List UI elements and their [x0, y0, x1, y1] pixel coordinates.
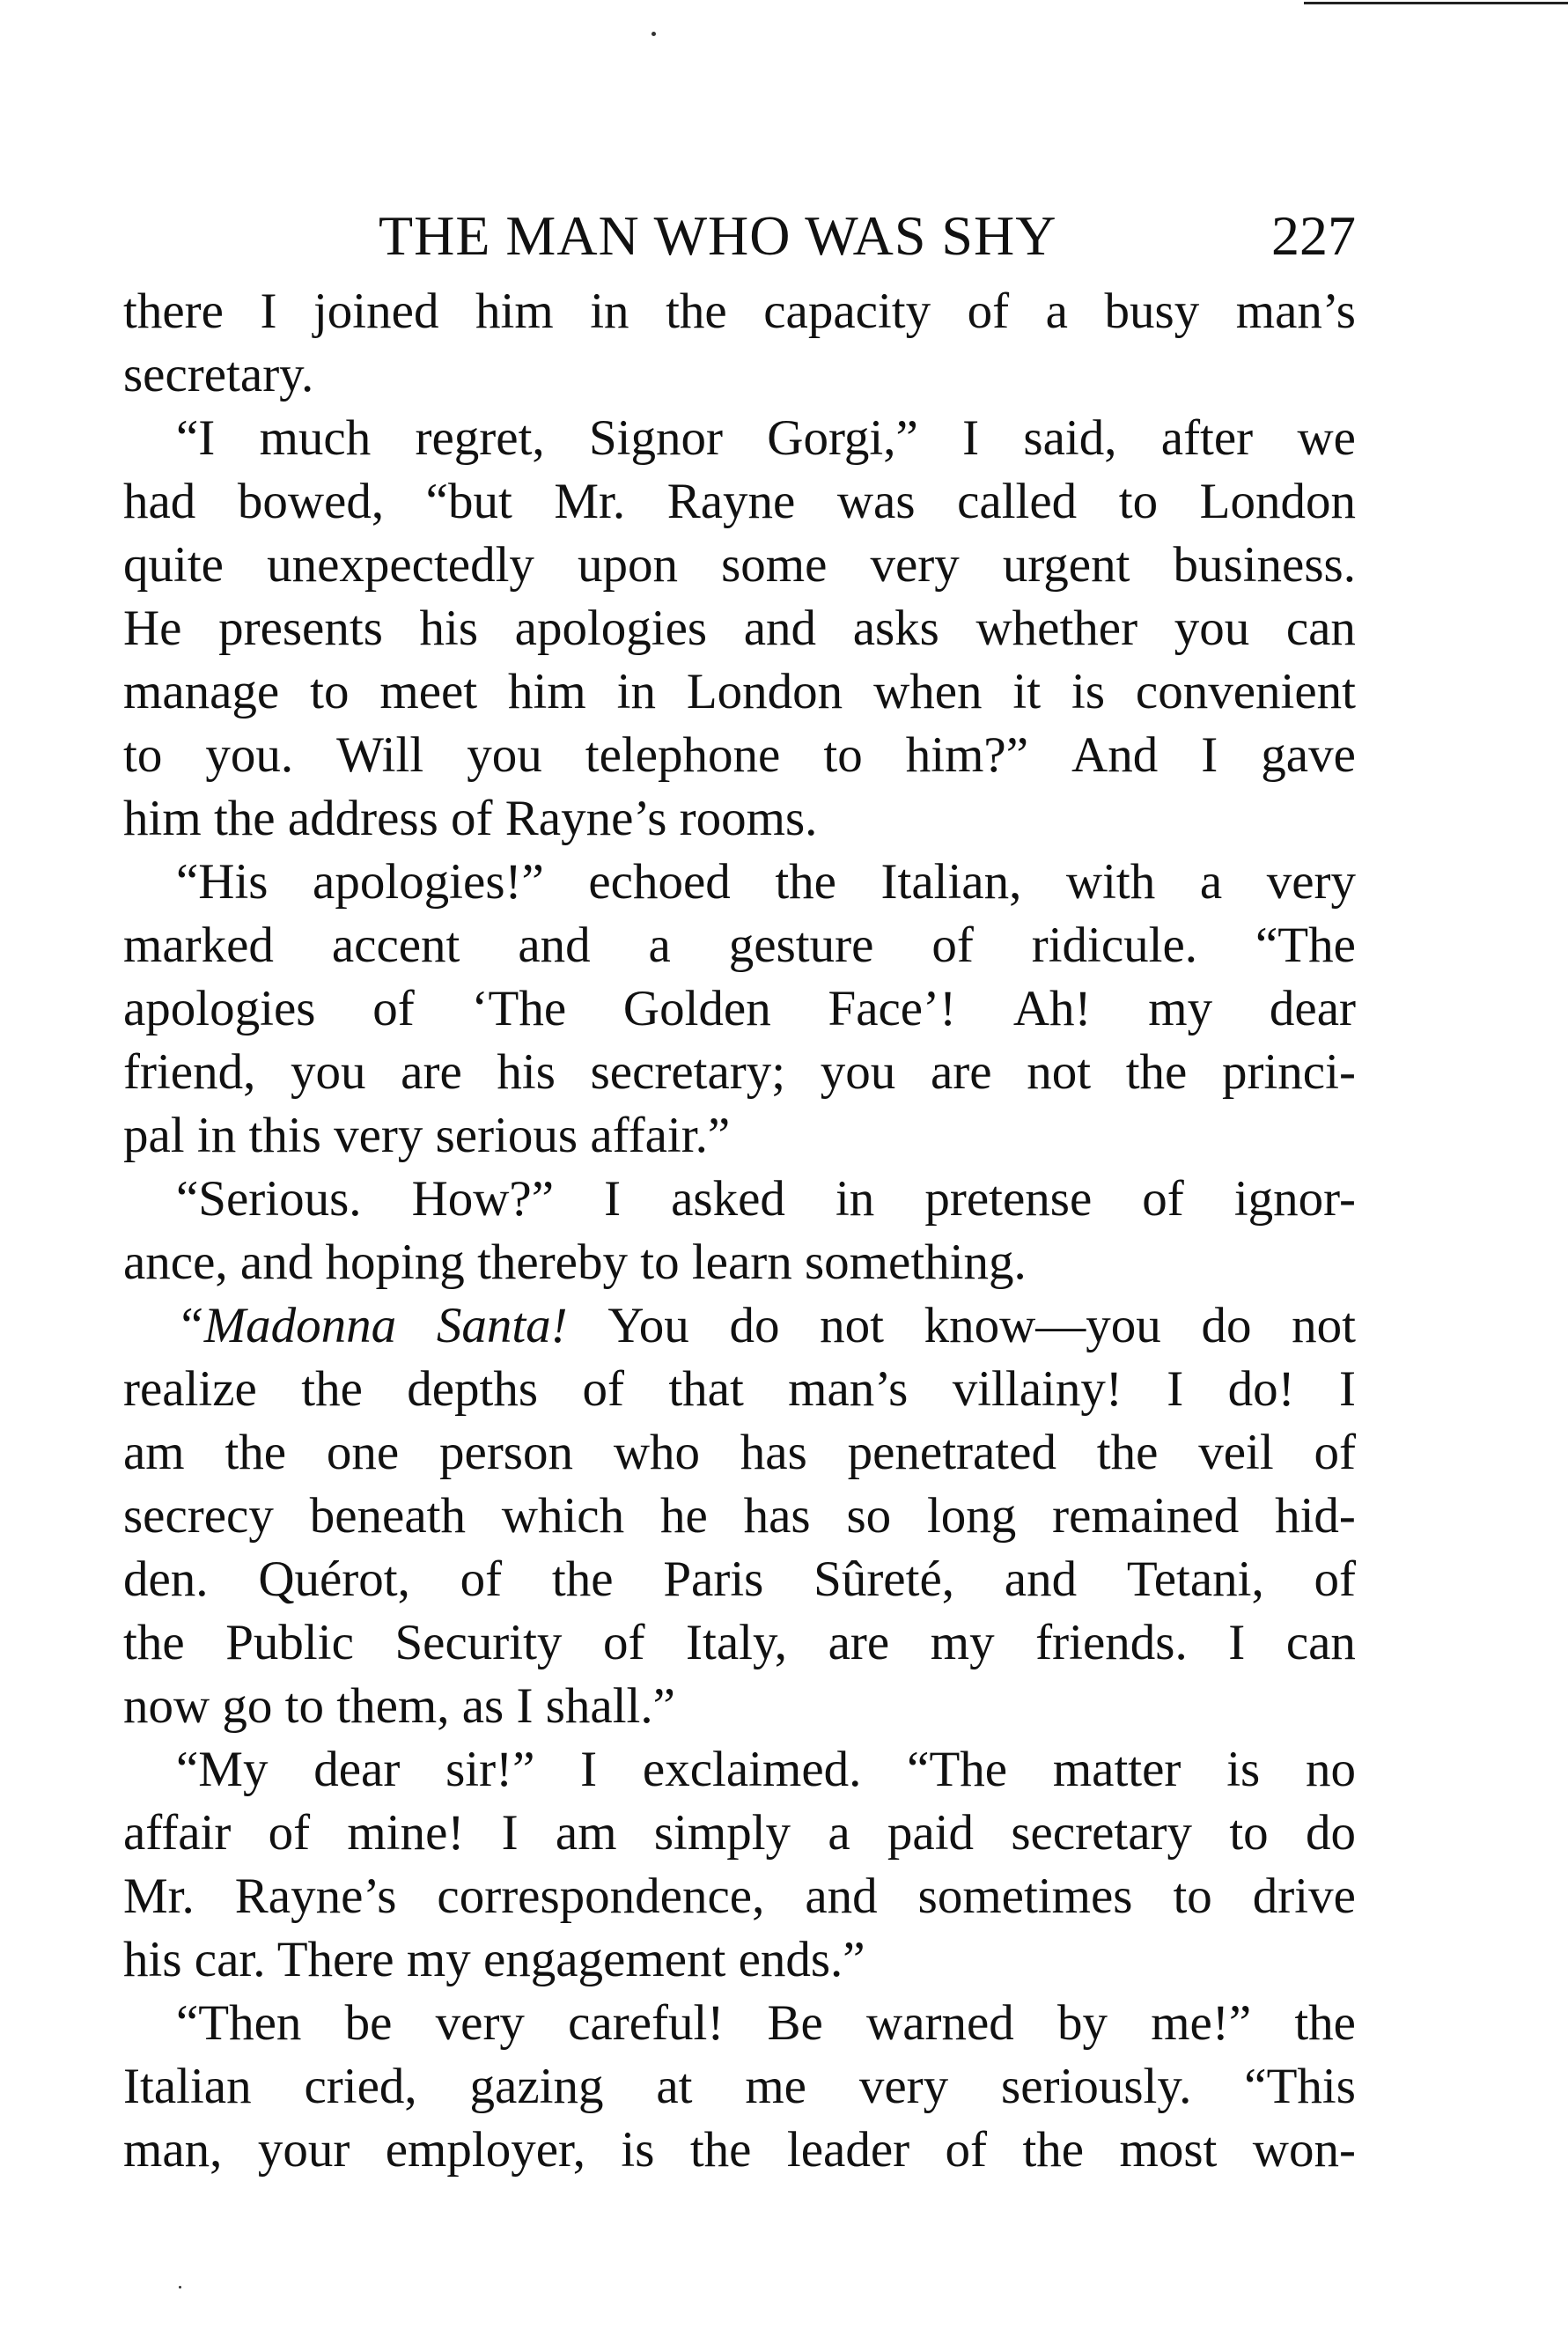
- text-line: secrecy beneath which he has so long remained hid-: [123, 1488, 1356, 1544]
- text-line: “My dear sir!” I exclaimed. “The matter is no: [176, 1742, 1356, 1797]
- text-line: “Serious. How?” I asked in pretense of ignor-: [176, 1171, 1356, 1227]
- text-line: marked accent and a gesture of ridicule. “The: [123, 918, 1356, 973]
- page-header: [123, 201, 1356, 271]
- text-line: “Then be very careful! Be warned by me!” the: [176, 1995, 1356, 2051]
- text-line: there I joined him in the capacity of a busy man’s: [123, 284, 1356, 339]
- text-line: his car. There my engagement ends.”: [123, 1932, 865, 1987]
- text-line: apologies of ‘The Golden Face’! Ah! my dear: [123, 981, 1356, 1036]
- text-line: ance, and hoping thereby to learn something.: [123, 1235, 1027, 1290]
- text-line: “I much regret, Signor Gorgi,” I said, after we: [176, 410, 1356, 466]
- text-line: He presents his apologies and asks whether you can: [123, 601, 1356, 656]
- scan-speck: [179, 2286, 181, 2288]
- text-line: friend, you are his secretary; you are not the princi-: [123, 1044, 1356, 1100]
- text-line: manage to meet him in London when it is convenient: [123, 664, 1356, 719]
- text-line: quite unexpectedly upon some very urgent business.: [123, 537, 1356, 593]
- text-line: man, your employer, is the leader of the most won-: [123, 2122, 1356, 2178]
- text-line: realize the depths of that man’s villainy! I do! I: [123, 1361, 1356, 1417]
- text-line: am the one person who has penetrated the veil of: [123, 1425, 1356, 1480]
- text-line: to you. Will you telephone to him?” And I gave: [123, 727, 1356, 783]
- text-line: now go to them, as I shall.”: [123, 1678, 675, 1734]
- scan-speck: [651, 32, 656, 36]
- text-line: secretary.: [123, 347, 314, 402]
- text-line: the Public Security of Italy, are my friends. I can: [123, 1615, 1356, 1670]
- text-line: affair of mine! I am simply a paid secretary to do: [123, 1805, 1356, 1861]
- text-line: pal in this very serious affair.”: [123, 1108, 731, 1163]
- text-line: Italian cried, gazing at me very seriously. “This: [123, 2059, 1356, 2114]
- text-line: him the address of Rayne’s rooms.: [123, 791, 818, 846]
- text-line: had bowed, “but Mr. Rayne was called to London: [123, 474, 1356, 529]
- text-line: Mr. Rayne’s correspondence, and sometimes to drive: [123, 1868, 1356, 1924]
- running-head: THE MAN WHO WAS SHY: [379, 204, 1057, 267]
- page-number: 227: [1271, 204, 1356, 267]
- body-text: [123, 280, 1356, 2182]
- text-line: “Madonna Santa! You do not know—you do not: [176, 1298, 1356, 1353]
- scan-edge-rule: [1304, 2, 1568, 4]
- text-line: “His apologies!” echoed the Italian, with a very: [176, 854, 1356, 910]
- text-line: den. Quérot, of the Paris Sûreté, and Tetani, of: [123, 1551, 1356, 1607]
